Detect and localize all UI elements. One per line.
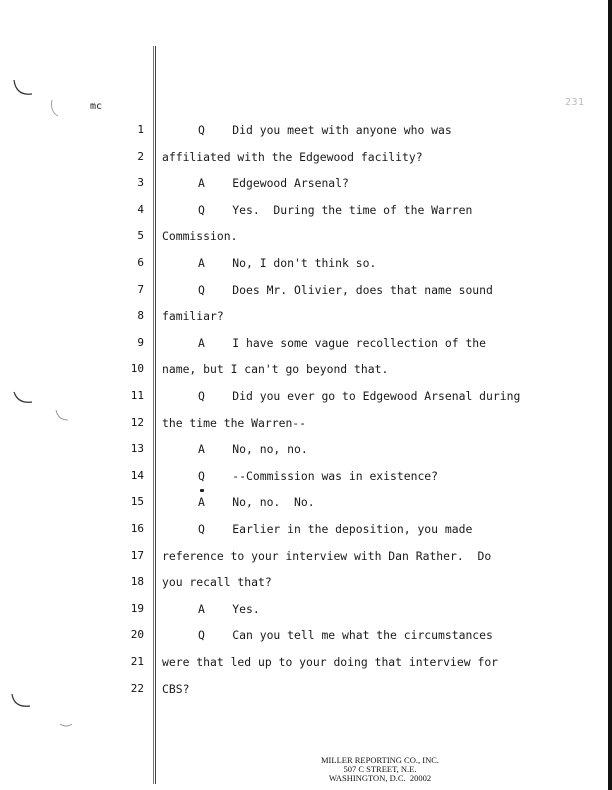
- transcript-line: [0, 602, 612, 622]
- line-number: 2: [137, 149, 144, 163]
- transcript-line: [0, 442, 612, 462]
- line-text: Q Yes. During the time of the Warren: [198, 202, 473, 217]
- line-text: Q Did you ever go to Edgewood Arsenal during: [198, 389, 521, 403]
- line-text: were that led up to your doing that interview for: [162, 655, 499, 669]
- footer-street: 507 C STREET, N.E.: [343, 764, 417, 774]
- line-number: 21: [130, 655, 144, 668]
- line-text: A Yes.: [198, 601, 260, 616]
- transcript-line: [0, 309, 612, 329]
- line-number: 3: [137, 176, 144, 190]
- transcript-line: [0, 362, 612, 382]
- transcript-line: [0, 123, 612, 143]
- line-number: 7: [137, 282, 144, 296]
- line-number: 12: [130, 415, 144, 429]
- line-text: Q Earlier in the deposition, you made: [198, 522, 473, 536]
- line-text: reference to your interview with Dan Rather. Do: [162, 548, 492, 563]
- transcript-line: [0, 549, 612, 569]
- line-number: 18: [130, 575, 144, 589]
- punch-hole-mark-top: [10, 74, 70, 124]
- stray-mark: [200, 489, 204, 492]
- transcript-line: [0, 150, 612, 170]
- line-number: 5: [137, 229, 144, 243]
- line-text: you recall that?: [162, 575, 272, 590]
- line-text: Q Does Mr. Olivier, does that name sound: [198, 282, 493, 297]
- line-text: familiar?: [162, 309, 224, 324]
- transcript-line: [0, 655, 612, 675]
- line-text: A Edgewood Arsenal?: [198, 176, 349, 191]
- page-number: 231: [565, 97, 585, 108]
- transcript-line: [0, 336, 612, 356]
- line-number: 13: [130, 442, 144, 456]
- line-number: 4: [137, 202, 144, 216]
- line-number: 15: [130, 495, 144, 509]
- transcript-line: [0, 469, 612, 489]
- transcript-line: [0, 416, 612, 436]
- line-number: 22: [130, 681, 144, 695]
- footer-company: MILLER REPORTING CO., INC.: [320, 755, 440, 765]
- line-text: A No, no. No.: [198, 495, 315, 510]
- line-number: 6: [137, 256, 144, 269]
- transcript-line: [0, 682, 612, 702]
- line-text: affiliated with the Edgewood facility?: [162, 149, 423, 164]
- line-number: 17: [130, 548, 144, 562]
- footer-city: WASHINGTON, D.C. 20002: [328, 773, 432, 783]
- line-text: A I have some vague recollection of the: [198, 335, 487, 350]
- line-number: 8: [137, 309, 144, 323]
- transcript-line: [0, 203, 612, 223]
- line-text: Q Can you tell me what the circumstances: [198, 628, 493, 643]
- line-text: Commission.: [162, 229, 238, 244]
- line-text: Q --Commission was in existence?: [198, 468, 439, 483]
- line-number: 1: [137, 123, 144, 136]
- line-number: 9: [137, 335, 144, 349]
- line-text: Q Did you meet with anyone who was: [198, 123, 452, 137]
- line-text: the time the Warren--: [162, 415, 307, 430]
- transcript-line: [0, 495, 612, 515]
- line-number: 14: [130, 468, 144, 482]
- transcript-line: [0, 575, 612, 595]
- line-number: 16: [130, 522, 144, 535]
- line-number: 20: [130, 628, 144, 642]
- reporter-initials: mc: [90, 101, 103, 112]
- line-text: name, but I can't go beyond that.: [162, 362, 389, 377]
- transcript-line: [0, 628, 612, 648]
- line-number: 10: [130, 362, 144, 376]
- line-text: A No, no, no.: [198, 442, 308, 457]
- line-number: 19: [130, 601, 144, 615]
- line-text: A No, I don't think so.: [198, 256, 377, 270]
- footer-block: [280, 756, 480, 783]
- transcript-line: [0, 229, 612, 249]
- transcript-line: [0, 389, 612, 409]
- transcript-line: [0, 522, 612, 542]
- line-text: CBS?: [162, 681, 190, 696]
- line-number: 11: [130, 389, 144, 402]
- transcript-line: [0, 176, 612, 196]
- transcript-line: [0, 256, 612, 276]
- transcript-line: [0, 283, 612, 303]
